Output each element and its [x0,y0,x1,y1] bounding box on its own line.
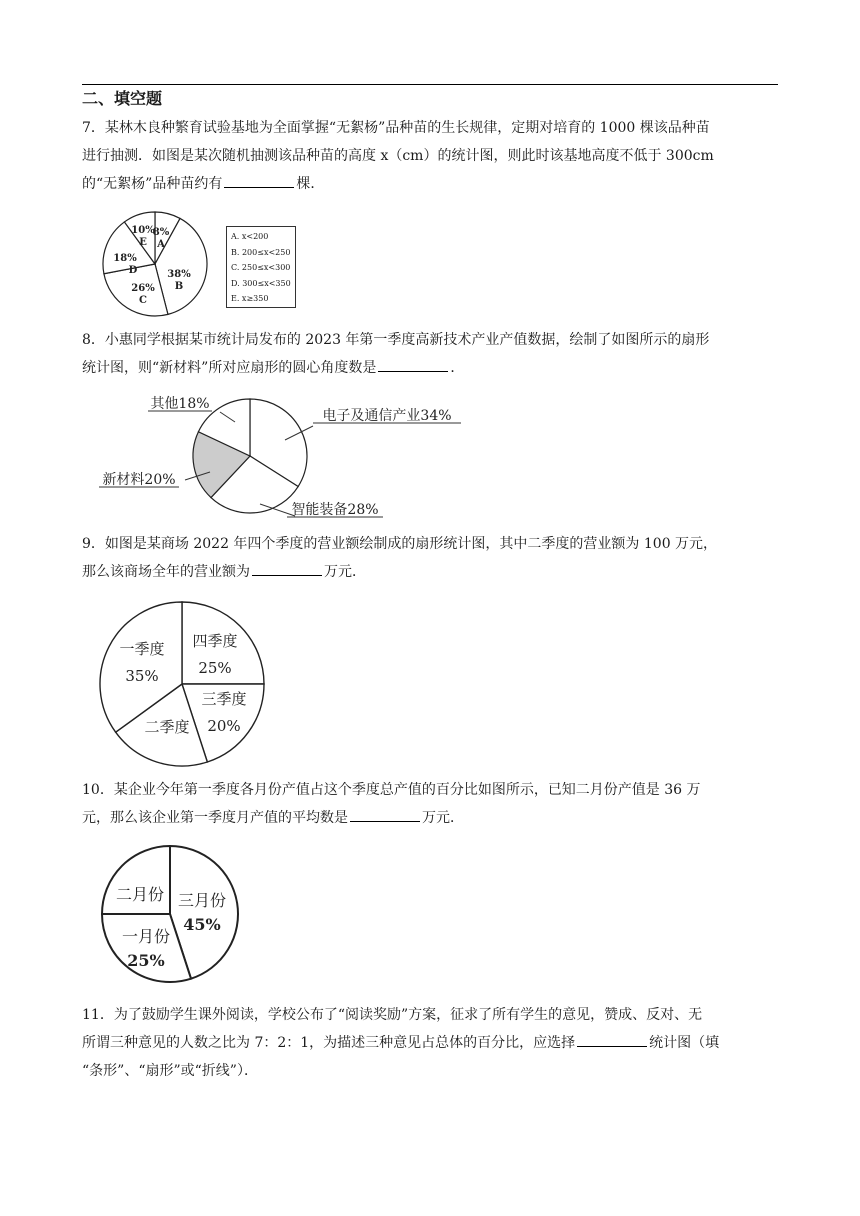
q7-line3-text: 的“无絮杨”品种苗约有 [82,176,223,192]
slice-label: 38% [167,269,191,280]
section-title: 二、填空题 [82,89,163,108]
pie-chart-industry [95,392,515,522]
q8-line2-end: ． [450,360,465,376]
question-8 [82,326,782,382]
slice-label: 电子及通信产业34% [322,408,452,424]
slice-label: 8% [152,227,170,238]
slice-label: 35% [125,667,159,685]
slice-label: 45% [183,915,221,934]
slice-label: 其他18% [150,396,210,412]
q7-line1: 7．某林木良种繁育试验基地为全面掌握“无絮杨”品种苗的生长规律，定期对培育的 1000 棵该品种苗 [82,120,710,136]
q10-line2-text: 元，那么该企业第一季度月产值的平均数是 [82,810,348,826]
slice-label: 三季度 [201,690,247,708]
pie-chart-quarters [93,596,273,776]
slice-label: 20% [207,717,241,735]
question-9 [82,530,782,586]
slice-label: 一季度 [119,640,165,658]
q9-line2 [82,558,782,586]
legend-item: D. 300≤x<350 [231,278,291,288]
slice-label: 二季度 [144,718,190,736]
q11-line2-text: 所谓三种意见的人数之比为 7：2：1，为描述三种意见占总体的百分比，应选择 [82,1035,576,1051]
slice-label: 新材料20% [102,472,176,488]
q8-line2-text: 统计图，则“新材料”所对应扇形的圆心角度数是 [82,360,377,376]
legend-item: E. x≥350 [231,294,269,303]
q11-line2-end: 统计图（填 [649,1035,720,1051]
answer-blank[interactable] [224,171,294,188]
q7-line2: 进行抽测．如图是某次随机抽测该品种苗的高度 x（cm）的统计图，则此时该基地高度不低于 300cm [82,148,714,164]
q8-line1: 8．小惠同学根据某市统计局发布的 2023 年第一季度高新技术产业产值数据，绘制了如图所示的扇形 [82,332,710,348]
question-11 [82,1001,782,1085]
q10-line1: 10．某企业今年第一季度各月份产值占这个季度总产值的百分比如图所示，已知二月份产值是 36 万 [82,782,701,798]
pie-chart-heights [100,212,220,322]
answer-blank[interactable] [350,805,420,822]
legend-item: A. x<200 [231,232,269,241]
legend-item: B. 200≤x<250 [231,247,291,257]
top-rule [82,84,778,85]
slice-label: B [174,281,184,292]
q9-line2-text: 那么该商场全年的营业额为 [82,564,250,580]
slice-label: 二月份 [115,885,165,904]
slice-label: 一月份 [121,927,171,946]
slice-label: 25% [127,951,165,970]
q10-line2 [82,804,782,832]
q10-line2-end: 万元． [422,810,464,826]
slice-label: 三月份 [177,891,227,910]
q7-line3 [82,170,782,198]
q8-line2 [82,354,782,382]
q11-line1: 11．为了鼓励学生课外阅读，学校公布了“阅读奖励”方案，征求了所有学生的意见，赞成、反对、无 [82,1007,703,1023]
answer-blank[interactable] [378,355,448,372]
slice-label: 四季度 [192,632,238,650]
legend-item: C. 250≤x<300 [231,263,291,272]
q7-line3-end: 棵． [296,176,325,192]
slice-label: 智能装备28% [291,502,379,518]
legend-box [226,226,296,308]
question-7 [82,114,782,198]
answer-blank[interactable] [577,1030,647,1047]
slice-label: 25% [198,659,232,677]
q11-line2 [82,1029,782,1057]
slice-label: D [128,265,138,276]
q11-line3: “条形”、“扇形”或“折线”）． [82,1063,258,1079]
question-10 [82,776,782,832]
slice-label: A [157,239,165,250]
slice-label: E [139,237,147,248]
answer-blank[interactable] [252,559,322,576]
q9-line2-end: 万元． [324,564,366,580]
slice-label: 26% [131,283,155,294]
q9-line1: 9．如图是某商场 2022 年四个季度的营业额绘制成的扇形统计图，其中二季度的营业额为 100 万元， [82,536,718,552]
pie-chart-months [98,842,248,992]
slice-label: 18% [113,253,137,264]
slice-label: C [139,295,147,306]
slice-label: 10% [131,225,155,236]
